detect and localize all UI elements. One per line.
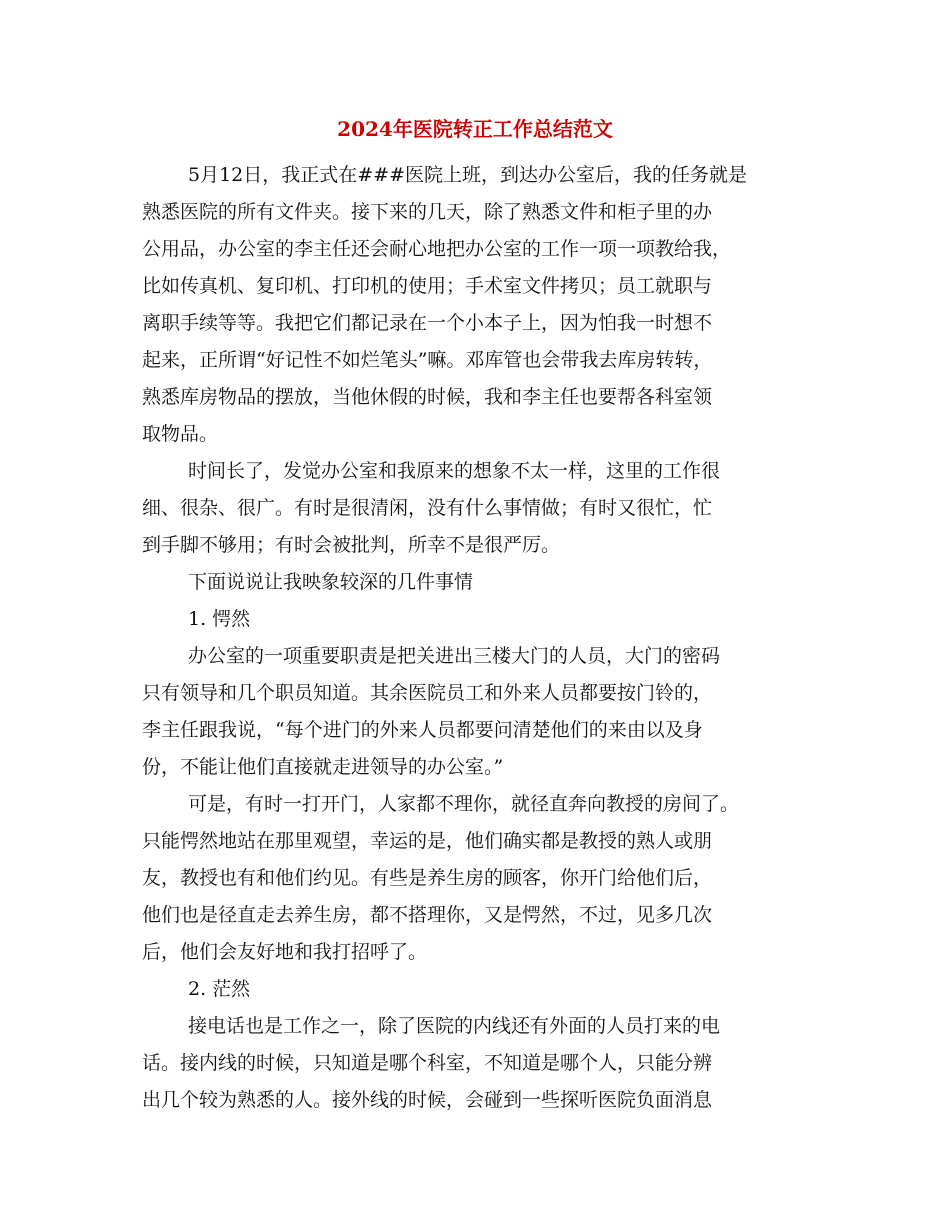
text-line: 出几个较为熟悉的人。接外线的时候，会碰到一些探听医院负面消息 bbox=[142, 1089, 713, 1111]
text-line: 份，不能让他们直接就走进领导的办公室。” bbox=[142, 756, 504, 778]
text-line: 办公室的一项重要职责是把关进出三楼大门的人员，大门的密码 bbox=[188, 645, 721, 667]
text-line: 熟悉库房物品的摆放，当他休假的时候，我和李主任也要帮各科室领 bbox=[142, 386, 713, 408]
text-line: 公用品，办公室的李主任还会耐心地把办公室的工作一项一项教给我， bbox=[142, 238, 732, 260]
text-line: 李主任跟我说，“每个进门的外来人员都要问清楚他们的来由以及身 bbox=[142, 719, 703, 741]
text-line: 细、很杂、很广。有时是很清闲，没有什么事情做；有时又很忙，忙 bbox=[142, 497, 713, 519]
text-line: 下面说说让我映象较深的几件事情 bbox=[188, 571, 474, 593]
text-line: 比如传真机、复印机、打印机的使用；手术室文件拷贝；员工就职与 bbox=[142, 275, 713, 297]
document-body bbox=[142, 157, 810, 1119]
text-line: 后，他们会友好地和我打招呼了。 bbox=[142, 941, 428, 963]
text-line: 可是，有时一打开门，人家都不理你，就径直奔向教授的房间了。 bbox=[188, 793, 740, 815]
text-line: 时间长了，发觉办公室和我原来的想象不太一样，这里的工作很 bbox=[188, 460, 721, 482]
text-line: 2. 茫然 bbox=[188, 978, 251, 1000]
text-line: 到手脚不够用；有时会被批判，所幸不是很严厉。 bbox=[142, 534, 561, 556]
text-line: 话。接内线的时候，只知道是哪个科室，不知道是哪个人，只能分辨 bbox=[142, 1052, 713, 1074]
text-line: 只有领导和几个职员知道。其余医院员工和外来人员都要按门铃的， bbox=[142, 682, 713, 704]
text-line: 熟悉医院的所有文件夹。接下来的几天，除了熟悉文件和柜子里的办 bbox=[142, 201, 713, 223]
document-title: 2024年医院转正工作总结范文 bbox=[337, 117, 613, 141]
text-line: 1. 愕然 bbox=[188, 608, 251, 630]
paragraph bbox=[142, 971, 810, 1008]
paragraph bbox=[142, 601, 810, 638]
text-line: 5月12日，我正式在###医院上班，到达办公室后，我的任务就是 bbox=[188, 164, 748, 186]
paragraph bbox=[142, 453, 810, 564]
paragraph bbox=[142, 786, 810, 971]
text-line: 取物品。 bbox=[142, 423, 219, 445]
paragraph bbox=[142, 564, 810, 601]
text-line: 接电话也是工作之一，除了医院的内线还有外面的人员打来的电 bbox=[188, 1015, 721, 1037]
text-line: 只能愕然地站在那里观望，幸运的是，他们确实都是教授的熟人或朋 bbox=[142, 830, 713, 852]
text-line: 他们也是径直走去养生房，都不搭理你，又是愕然，不过，见多几次 bbox=[142, 904, 713, 926]
text-line: 友，教授也有和他们约见。有些是养生房的顾客，你开门给他们后， bbox=[142, 867, 713, 889]
paragraph bbox=[142, 1008, 810, 1119]
paragraph bbox=[142, 638, 810, 786]
text-line: 起来，正所谓“好记性不如烂笔头”嘛。邓库管也会带我去库房转转， bbox=[142, 349, 713, 371]
paragraph bbox=[142, 157, 810, 453]
text-line: 离职手续等等。我把它们都记录在一个小本子上，因为怕我一时想不 bbox=[142, 312, 713, 334]
